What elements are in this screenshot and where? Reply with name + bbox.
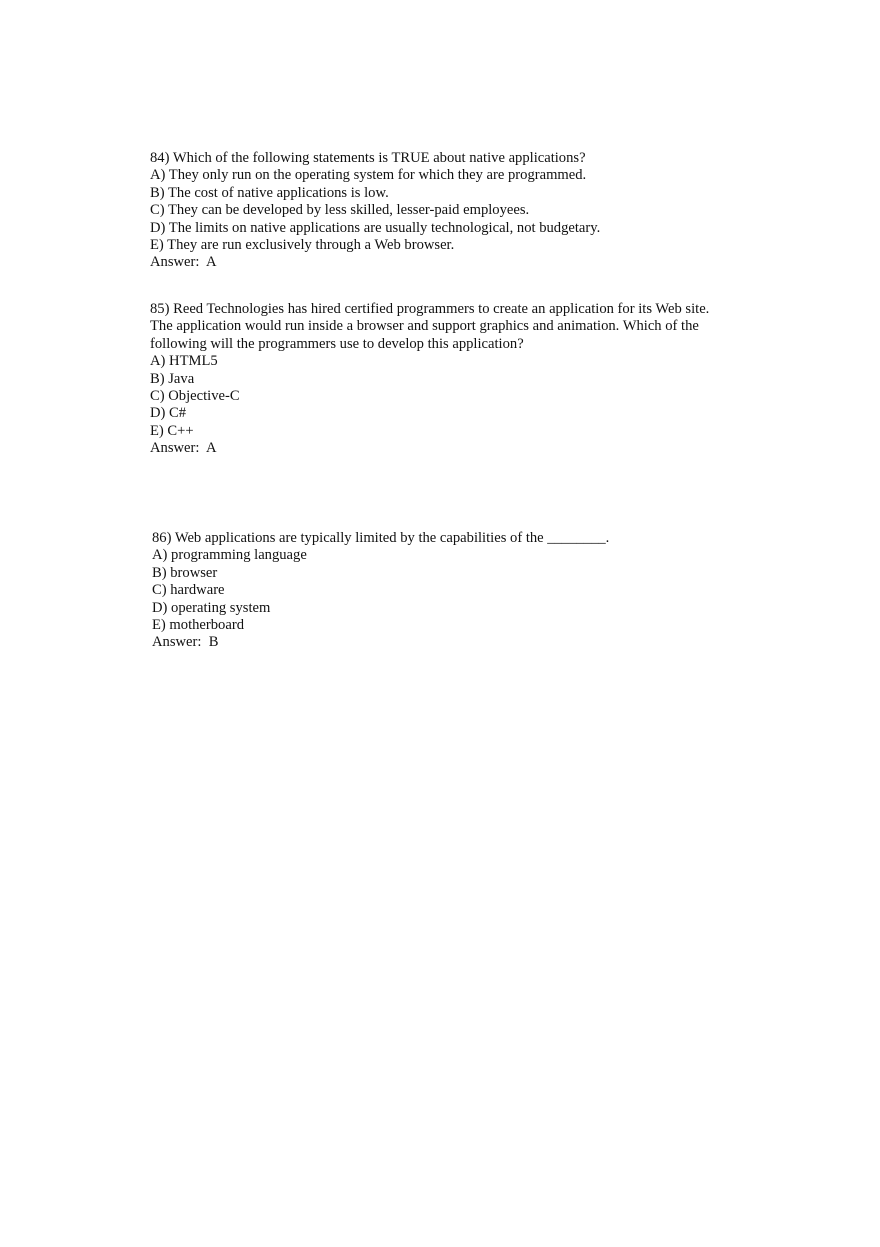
answer-key: Answer: A xyxy=(150,254,217,271)
answer-option-a: A) HTML5 xyxy=(150,353,218,370)
answer-option-b: B) Java xyxy=(150,370,195,387)
answer-key: Answer: B xyxy=(152,634,219,651)
question-stem-line: The application would run inside a browser and support graphics and animation. Which of the xyxy=(150,318,699,335)
question-stem-line: 85) Reed Technologies has hired certified programmers to create an application for its Web site. xyxy=(150,301,710,317)
question-86 xyxy=(152,530,772,652)
question-stem: 86) Web applications are typically limited by the capabilities of the ________. xyxy=(152,530,610,546)
answer-option-b: B) The cost of native applications is low. xyxy=(150,184,389,201)
answer-key: Answer: A xyxy=(150,440,217,457)
answer-option-d: D) C# xyxy=(150,405,187,422)
question-85 xyxy=(150,301,770,458)
answer-option-c: C) hardware xyxy=(152,582,225,599)
question-stem: 84) Which of the following statements is TRUE about native applications? xyxy=(150,150,586,166)
question-84 xyxy=(150,150,770,272)
answer-option-e: E) C++ xyxy=(150,422,194,439)
answer-option-a: A) They only run on the operating system for which they are programmed. xyxy=(150,167,587,184)
question-stem-line: following will the programmers use to develop this application? xyxy=(150,335,524,352)
answer-option-c: C) They can be developed by less skilled, lesser-paid employees. xyxy=(150,202,530,219)
answer-option-e: E) They are run exclusively through a Web browser. xyxy=(150,237,455,254)
answer-option-b: B) browser xyxy=(152,564,218,581)
answer-option-e: E) motherboard xyxy=(152,617,244,634)
answer-option-d: D) The limits on native applications are usually technological, not budgetary. xyxy=(150,219,601,236)
answer-option-d: D) operating system xyxy=(152,599,271,616)
answer-option-c: C) Objective-C xyxy=(150,388,240,405)
answer-option-a: A) programming language xyxy=(152,547,307,564)
